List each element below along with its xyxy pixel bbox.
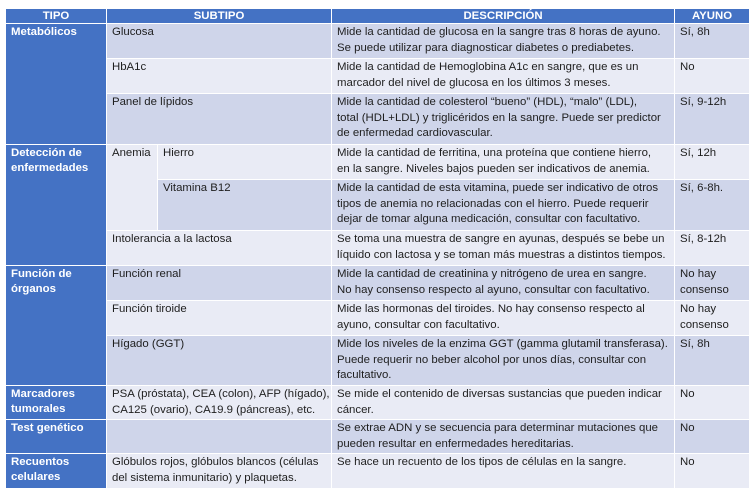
text-line: Marcadores: [11, 388, 75, 400]
text-line: No: [680, 388, 695, 400]
text-line: en la sangre. Niveles bajos pueden ser indicativos de anemia.: [337, 162, 650, 175]
text-line: Mide la cantidad de esta vitamina, puede ser indicativo de otros: [337, 182, 659, 194]
table-row: [6, 145, 750, 180]
text-line: del sistema inmunitario) y plaquetas.: [112, 471, 297, 484]
descripcion-cell: [332, 145, 675, 180]
text-line: Se puede utilizar para diagnosticar diabetes o prediabetes.: [337, 41, 635, 54]
text-line: tumorales: [11, 403, 66, 415]
text-line: Mide las hormonas del tiroides. No hay consenso respecto al: [337, 303, 645, 315]
header-tipo: TIPO: [6, 9, 107, 24]
text-line: Test genético: [11, 422, 84, 435]
text-line: consenso: [680, 283, 729, 296]
subtipo-cell: [107, 301, 332, 336]
group-label-recuentos: [6, 454, 107, 489]
table-row: [6, 231, 750, 266]
descripcion-cell: [332, 231, 675, 266]
ayuno-cell: [675, 145, 750, 180]
text-line: No: [680, 456, 695, 469]
text-line: No hay: [680, 268, 717, 280]
header-ayuno: AYUNO: [675, 9, 750, 24]
subtipo-cell: [158, 180, 332, 231]
subtipo-cell: [107, 231, 332, 266]
descripcion-cell: [332, 94, 675, 145]
text-line: órganos: [11, 283, 56, 295]
subtipo-cell: [158, 145, 332, 180]
text-line: Se extrae ADN y se secuencia para determinar mutaciones que: [337, 422, 659, 435]
text-line: dejar de tomar alguna medicación, consultar con facultativo.: [337, 213, 641, 226]
header-subtipo: SUBTIPO: [107, 9, 332, 24]
text-line: cáncer.: [337, 403, 374, 416]
group-label-funcion: [6, 266, 107, 386]
subtipo-cell: [107, 59, 332, 94]
table-row: [6, 386, 750, 420]
text-line: PSA (próstata), CEA (colon), AFP (hígado),: [112, 388, 330, 400]
text-line: Hierro: [163, 147, 195, 159]
text-line: Sí, 8h: [680, 26, 710, 38]
table-row: [6, 24, 750, 59]
descripcion-cell: [332, 180, 675, 231]
header-descripcion: DESCRIPCIÓN: [332, 9, 675, 24]
ayuno-cell: [675, 231, 750, 266]
descripcion-cell: [332, 301, 675, 336]
header-row: [6, 9, 750, 24]
group-label-deteccion: [6, 145, 107, 266]
ayuno-cell: [675, 301, 750, 336]
text-line: consenso: [680, 318, 729, 331]
text-line: Hígado (GGT): [112, 338, 185, 350]
text-line: Sí, 9-12h: [680, 96, 727, 108]
ayuno-cell: [675, 59, 750, 94]
text-line: Se mide el contenido de diversas sustancias que pueden indicar: [337, 388, 662, 400]
ayuno-cell: [675, 386, 750, 420]
text-line: Puede requerir no beber alcohol por unos días, consultar con: [337, 353, 647, 366]
ayuno-cell: [675, 94, 750, 145]
text-line: Detección de: [11, 147, 82, 159]
table-row: [6, 301, 750, 336]
subtipo-cell: [107, 386, 332, 420]
descripcion-cell: [332, 59, 675, 94]
ayuno-cell: [675, 420, 750, 454]
table-row: [6, 59, 750, 94]
text-line: Glóbulos rojos, glóbulos blancos (células: [112, 456, 319, 469]
text-line: pueden resultar en enfermedades hereditarias.: [337, 437, 574, 450]
subtipo-cell: [107, 420, 332, 454]
text-line: tipos de anemia no relacionadas con el hierro. Puede requerir: [337, 197, 649, 210]
ayuno-cell: [675, 266, 750, 301]
table-row: [6, 420, 750, 454]
text-line: Se hace un recuento de los tipos de células en la sangre.: [337, 456, 627, 469]
text-line: Vitamina B12: [163, 182, 231, 194]
text-line: Función de: [11, 268, 72, 280]
text-line: Sí, 12h: [680, 147, 717, 159]
text-line: No: [680, 422, 695, 435]
parent-subtipo-cell: [107, 145, 158, 231]
ayuno-cell: [675, 454, 750, 489]
table-row: [6, 94, 750, 145]
table-row: [6, 454, 750, 489]
subtipo-cell: [107, 266, 332, 301]
descripcion-cell: [332, 266, 675, 301]
text-line: Glucosa: [112, 26, 154, 38]
text-line: ayuno, consultar con facultativo.: [337, 318, 500, 331]
text-line: de enfermedad cardiovascular.: [337, 127, 493, 140]
text-line: No hay consenso respecto al ayuno, consultar con facultativo.: [337, 283, 650, 296]
text-line: CA125 (ovario), CA19.9 (páncreas), etc.: [112, 403, 316, 416]
text-line: Sí, 6-8h.: [680, 182, 724, 194]
table-row: [6, 266, 750, 301]
text-line: Sí, 8-12h: [680, 233, 727, 245]
text-line: Mide la cantidad de ferritina, una proteína que contiene hierro,: [337, 147, 652, 159]
text-line: Metabólicos: [11, 26, 77, 38]
text-line: Mide los niveles de la enzima GGT (gamma glutamil transferasa).: [337, 338, 668, 350]
table-row: [6, 336, 750, 386]
text-line: facultativo.: [337, 369, 392, 382]
text-line: Recuentos: [11, 456, 70, 469]
ayuno-cell: [675, 180, 750, 231]
text-line: Anemia: [112, 147, 151, 159]
group-label-marcadores: [6, 386, 107, 420]
blood-tests-table: [5, 8, 750, 489]
text-line: Función renal: [112, 268, 182, 280]
text-line: Función tiroide: [112, 303, 187, 315]
text-line: total (HDL+LDL) y triglicéridos en la sangre. Puede ser predictor: [337, 111, 661, 124]
text-line: líquido con lactosa y se toman más muestras a distintos tiempos.: [337, 248, 666, 261]
text-line: No: [680, 61, 695, 73]
subtipo-cell: [107, 454, 332, 489]
text-line: Mide la cantidad de colesterol “bueno” (HDL), “malo” (LDL),: [337, 96, 638, 108]
text-line: Mide la cantidad de Hemoglobina A1c en sangre, que es un: [337, 61, 639, 73]
subtipo-cell: [107, 94, 332, 145]
text-line: Mide la cantidad de creatinina y nitrógeno de urea en sangre.: [337, 268, 647, 280]
text-line: Panel de lípidos: [112, 96, 194, 108]
text-line: Se toma una muestra de sangre en ayunas, después se bebe un: [337, 233, 665, 245]
subtipo-cell: [107, 336, 332, 386]
text-line: enfermedades: [11, 162, 89, 174]
descripcion-cell: [332, 386, 675, 420]
text-line: celulares: [11, 471, 61, 484]
group-label-metabolicos: [6, 24, 107, 145]
subtipo-cell: [107, 24, 332, 59]
descripcion-cell: [332, 454, 675, 489]
descripcion-cell: [332, 336, 675, 386]
text-line: Sí, 8h: [680, 338, 710, 350]
ayuno-cell: [675, 336, 750, 386]
text-line: HbA1c: [112, 61, 147, 73]
text-line: Intolerancia a la lactosa: [112, 233, 232, 245]
text-line: marcador del nivel de glucosa en los últimos 3 meses.: [337, 76, 611, 89]
group-label-genetico: [6, 420, 107, 454]
descripcion-cell: [332, 24, 675, 59]
descripcion-cell: [332, 420, 675, 454]
text-line: No hay: [680, 303, 717, 315]
text-line: Mide la cantidad de glucosa en la sangre tras 8 horas de ayuno.: [337, 26, 661, 38]
ayuno-cell: [675, 24, 750, 59]
